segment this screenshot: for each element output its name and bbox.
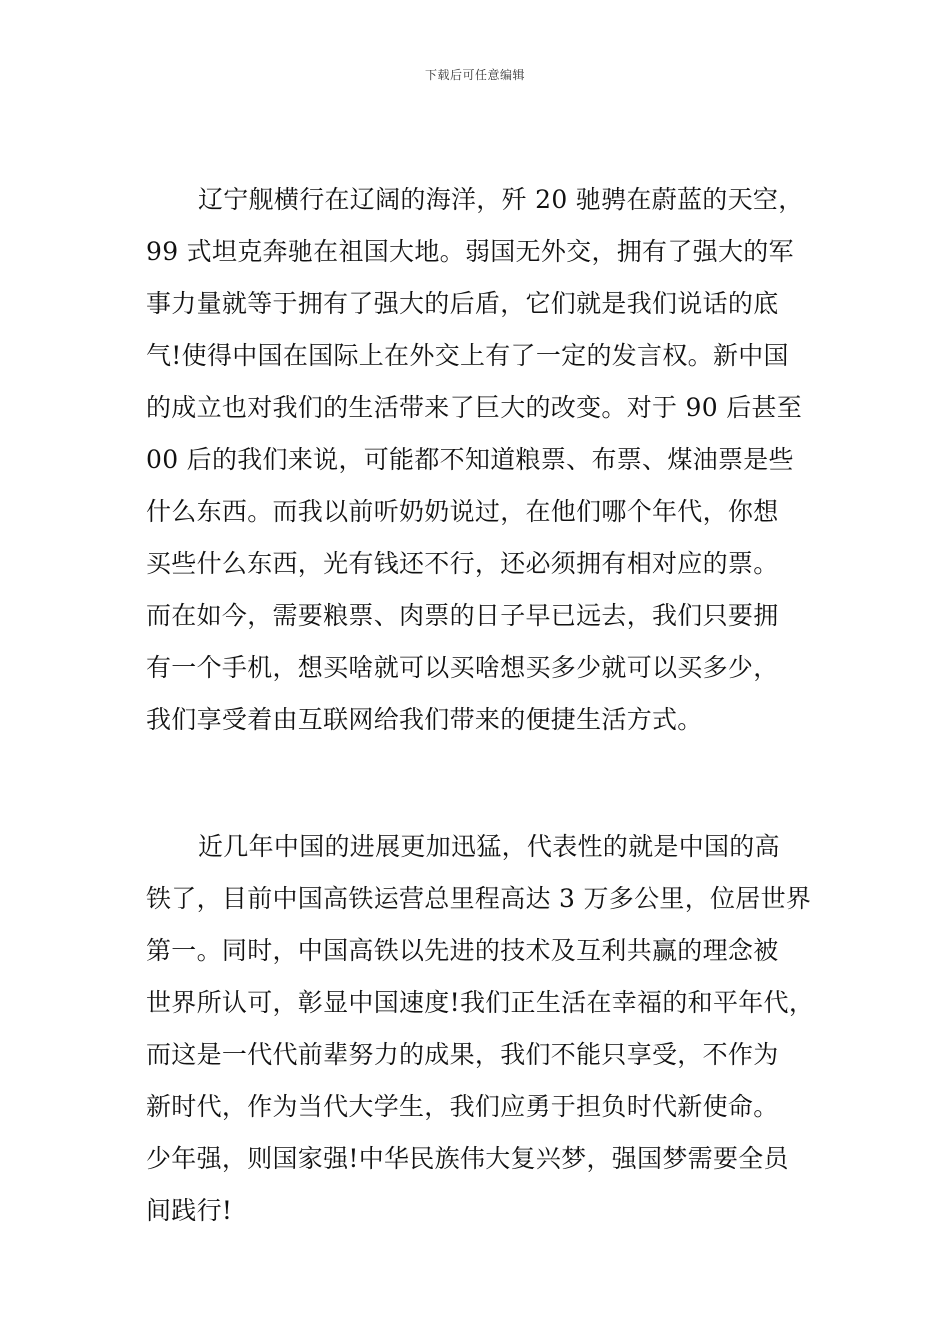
text-line: 气!使得中国在国际上在外交上有了一定的发言权。新中国 <box>146 341 789 370</box>
paragraph-1 <box>146 174 811 746</box>
text-line: 99 式坦克奔驰在祖国大地。弱国无外交，拥有了强大的军 <box>146 237 794 266</box>
text-line: 的成立也对我们的生活带来了巨大的改变。对于 90 后甚至 <box>146 393 803 422</box>
text-line: 事力量就等于拥有了强大的后盾，它们就是我们说话的底 <box>146 289 779 318</box>
text-line: 而在如今，需要粮票、肉票的日子早已远去，我们只要拥 <box>146 601 779 630</box>
page-header: 下载后可任意编辑 <box>424 68 525 82</box>
text-line: 第一。同时，中国高铁以先进的技术及互利共赢的理念被 <box>146 936 779 965</box>
paragraph-2 <box>146 821 815 1237</box>
text-line: 而这是一代代前辈努力的成果，我们不能只享受，不作为 <box>146 1040 779 1069</box>
text-line: 近几年中国的进展更加迅猛，代表性的就是中国的高 <box>198 832 780 861</box>
text-line: 我们享受着由互联网给我们带来的便捷生活方式。 <box>146 705 703 734</box>
text-line: 间践行! <box>146 1196 233 1225</box>
text-line: 买些什么东西，光有钱还不行，还必须拥有相对应的票。 <box>146 549 779 578</box>
text-line: 新时代，作为当代大学生，我们应勇于担负时代新使命。 <box>146 1092 779 1121</box>
text-line: 有一个手机，想买啥就可以买啥想买多少就可以买多少， <box>146 653 779 682</box>
text-line: 辽宁舰横行在辽阔的海洋，歼 20 驰骋在蔚蓝的天空， <box>198 185 804 214</box>
text-line: 00 后的我们来说，可能都不知道粮票、布票、煤油票是些 <box>146 445 794 474</box>
text-line: 什么东西。而我以前听奶奶说过，在他们哪个年代，你想 <box>146 497 779 526</box>
text-line: 世界所认可，彰显中国速度!我们正生活在幸福的和平年代， <box>146 988 815 1017</box>
text-line: 铁了，目前中国高铁运营总里程高达 3 万多公里，位居世界 <box>146 884 812 913</box>
text-line: 少年强，则国家强!中华民族伟大复兴梦，强国梦需要全员 <box>146 1144 789 1173</box>
